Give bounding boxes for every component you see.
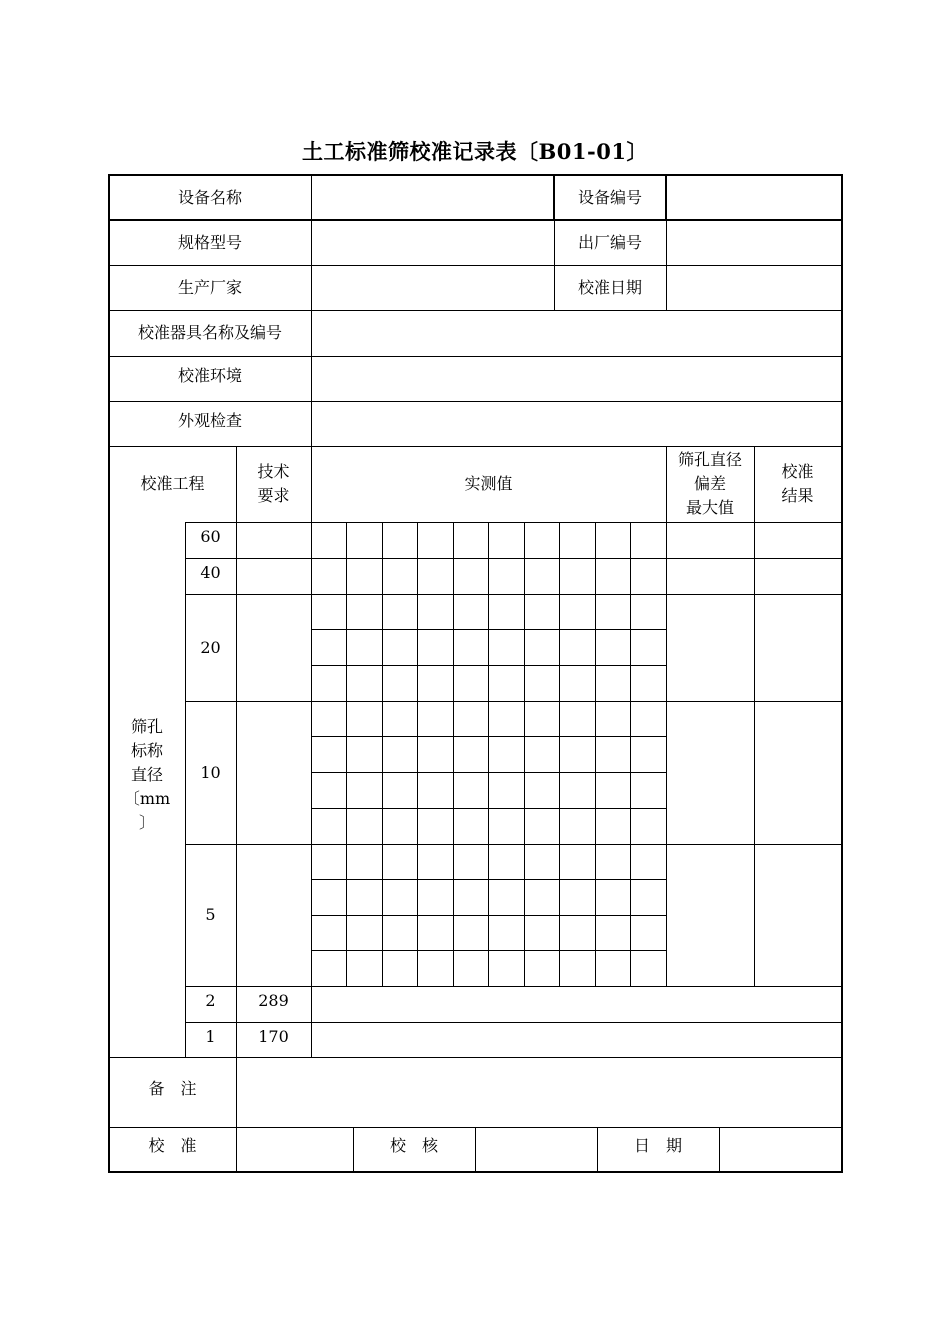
label-device-name: 设备名称	[177, 187, 242, 207]
border-left	[108, 174, 110, 1173]
size-60: 60	[200, 527, 221, 546]
field-remark[interactable]	[236, 1057, 841, 1127]
label-device-no: 设备编号	[577, 187, 642, 207]
side-line2: 标称	[130, 740, 163, 760]
field-date[interactable]	[719, 1127, 841, 1172]
field-spec-model[interactable]	[311, 220, 554, 265]
size-40: 40	[200, 563, 221, 582]
label-calib-date: 校准日期	[577, 277, 642, 297]
header-result-line1: 校准	[781, 462, 814, 481]
side-line5: 〕	[138, 812, 155, 832]
grid-col-9	[630, 522, 631, 986]
line-h-220	[108, 219, 843, 221]
label-calibrate: 校 准	[148, 1136, 197, 1155]
line-v-754	[754, 446, 755, 986]
field-check[interactable]	[475, 1127, 597, 1172]
tech-req-1: 170	[258, 1027, 289, 1046]
field-calib-tool[interactable]	[311, 310, 841, 356]
line-h-265	[108, 265, 843, 266]
side-label-nominal-diameter	[109, 522, 185, 1057]
header-max-deviation	[666, 446, 754, 522]
line-h-401	[108, 401, 843, 402]
side-line1: 筛孔	[130, 716, 163, 736]
line-v-554b	[554, 220, 555, 310]
line-h-844	[185, 844, 843, 845]
label-remark: 备 注	[148, 1079, 197, 1098]
header-dev-line1: 筛孔直径	[677, 450, 742, 469]
line-h-446	[108, 446, 843, 447]
field-device-name[interactable]	[311, 175, 554, 220]
grid-col-7	[559, 522, 560, 986]
side-line4: 〔mm	[123, 788, 171, 808]
line-v-554	[553, 174, 555, 220]
line-v-475	[475, 1127, 476, 1172]
line-v-311-grid	[311, 522, 312, 1057]
line-v-236-footer	[236, 1057, 237, 1172]
grid-col-5	[488, 522, 489, 986]
line-h-986	[185, 986, 843, 987]
header-dev-line2: 偏差	[693, 474, 726, 493]
line-v-311-info	[311, 174, 312, 522]
grid-col-1	[346, 522, 347, 986]
line-h-558	[185, 558, 843, 559]
label-calib-tool: 校准器具名称及编号	[137, 323, 282, 342]
header-calib-item: 校准工程	[140, 474, 205, 493]
grid-col-6	[524, 522, 525, 986]
header-tech-req	[236, 446, 311, 522]
size-10: 10	[200, 762, 221, 782]
header-result	[754, 446, 841, 522]
grid-col-4	[453, 522, 454, 986]
header-result-line2: 结果	[781, 486, 814, 505]
grid-col-3	[417, 522, 418, 986]
line-v-236	[236, 446, 237, 1057]
field-calibrate[interactable]	[236, 1127, 353, 1172]
line-h-356	[108, 356, 843, 357]
grid-col-2	[382, 522, 383, 986]
label-factory-no: 出厂编号	[577, 232, 642, 252]
field-calib-env[interactable]	[311, 356, 841, 401]
line-v-353	[353, 1127, 354, 1172]
label-calib-env: 校准环境	[177, 366, 242, 385]
field-factory-no[interactable]	[666, 220, 841, 265]
line-h-701	[185, 701, 843, 702]
size-1: 1	[205, 1027, 216, 1046]
line-v-719	[719, 1127, 720, 1172]
label-spec-model: 规格型号	[177, 232, 242, 252]
field-calib-date[interactable]	[666, 265, 841, 310]
grid-col-8	[595, 522, 596, 986]
header-measured: 实测值	[464, 474, 513, 493]
border-top	[108, 174, 843, 176]
field-appearance[interactable]	[311, 401, 841, 446]
size-20: 20	[200, 637, 221, 657]
line-h-1057	[108, 1057, 843, 1058]
border-right	[841, 174, 843, 1173]
line-h-310	[108, 310, 843, 311]
side-line3: 直径	[130, 764, 163, 784]
form-title: 土工标准筛校准记录表〔B01-01〕	[302, 139, 648, 164]
tech-req-2: 289	[258, 991, 289, 1010]
size-2: 2	[205, 991, 216, 1010]
line-h-1022	[185, 1022, 843, 1023]
label-appearance: 外观检查	[177, 411, 242, 430]
header-tech-req-line1: 技术	[257, 462, 290, 481]
line-h-522	[185, 522, 843, 523]
line-v-666-grid	[666, 446, 667, 986]
header-dev-line3: 最大值	[685, 498, 734, 517]
line-h-594	[185, 594, 843, 595]
line-v-666	[665, 174, 667, 220]
size-5: 5	[205, 905, 216, 924]
label-check: 校 核	[389, 1136, 438, 1155]
line-v-666b	[666, 220, 667, 310]
label-manufacturer: 生产厂家	[177, 277, 242, 297]
label-date: 日 期	[633, 1136, 682, 1155]
field-device-no[interactable]	[666, 175, 841, 220]
line-v-185	[185, 522, 186, 1057]
line-v-597	[597, 1127, 598, 1172]
header-tech-req-line2: 要求	[257, 486, 290, 505]
field-manufacturer[interactable]	[311, 265, 554, 310]
